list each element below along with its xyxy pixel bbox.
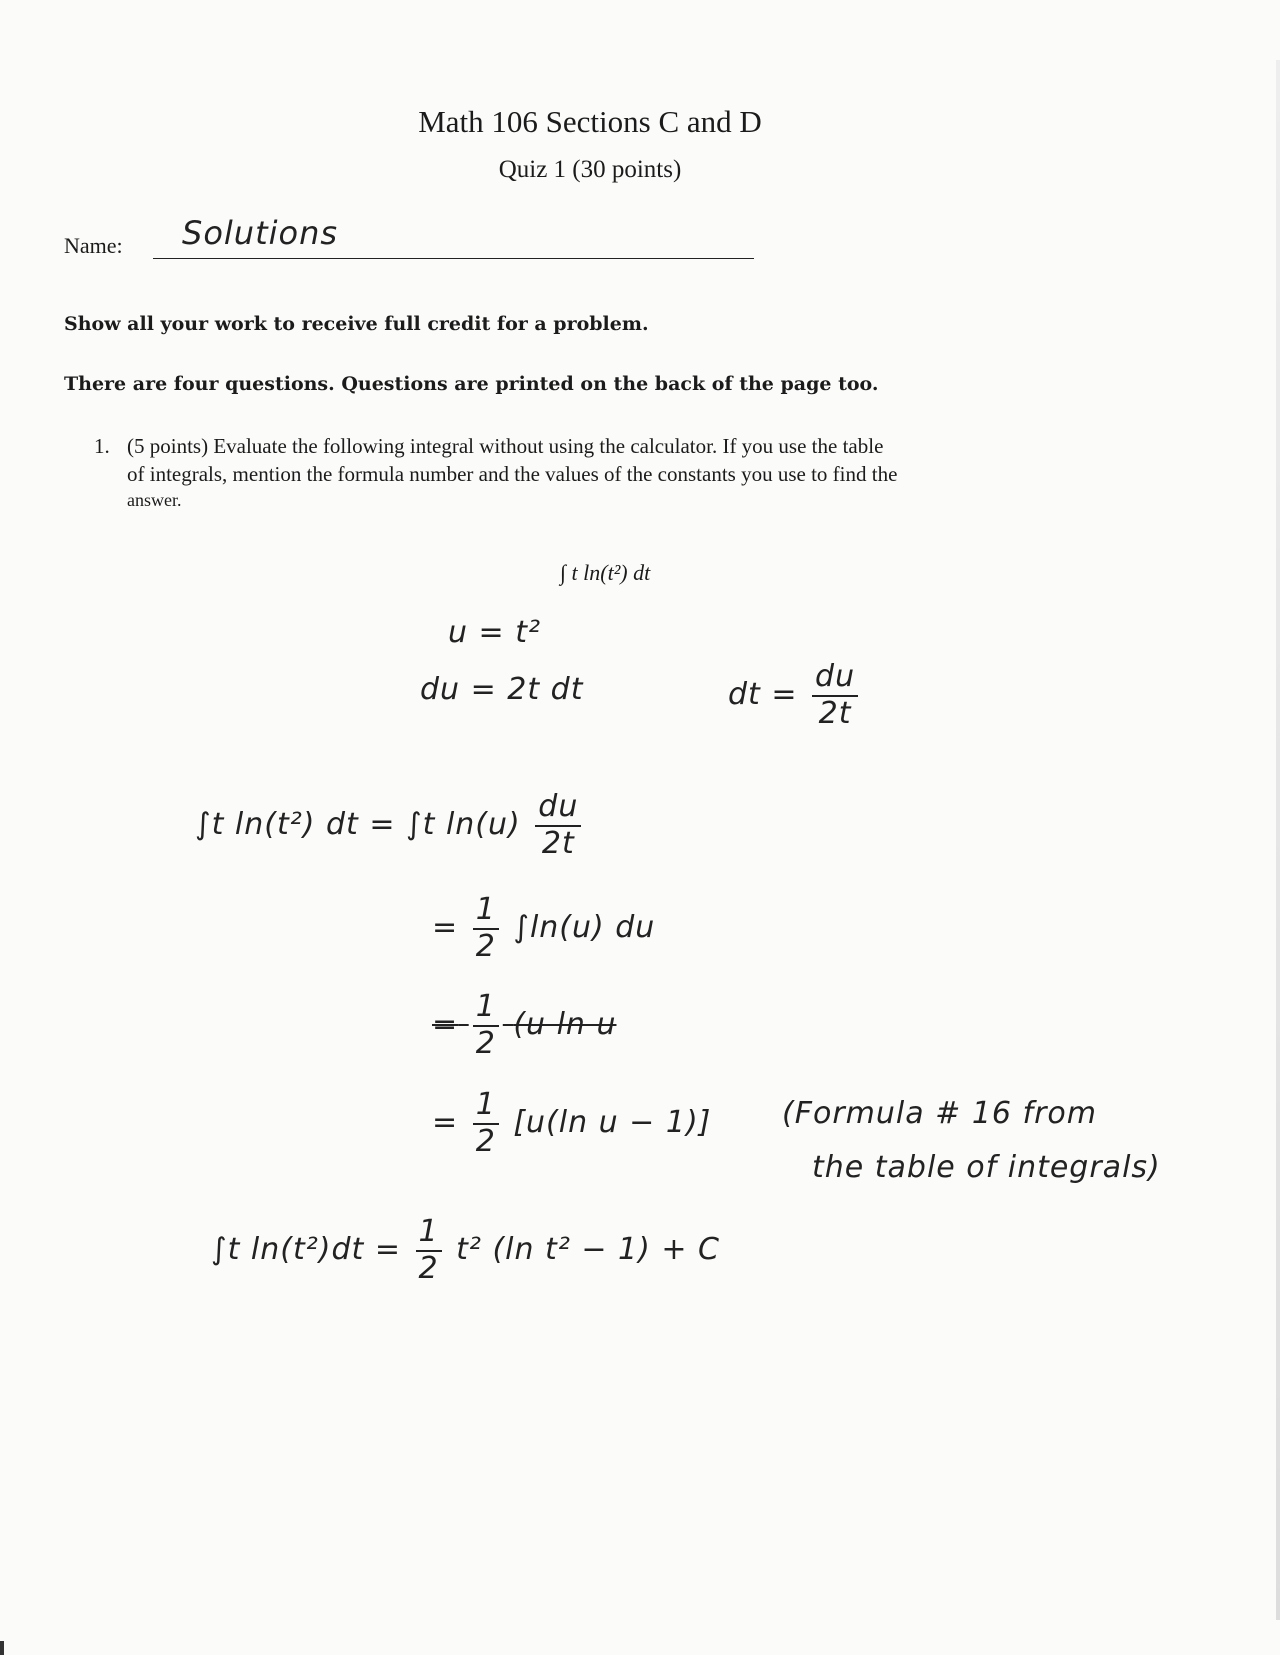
formula-note-2: the table of integrals) (812, 1150, 1161, 1185)
dt-fraction (812, 660, 858, 731)
substitution-u: u = t² (448, 615, 542, 650)
line1-fraction (535, 790, 581, 861)
equals: = (432, 1007, 459, 1042)
numerator: 1 (473, 990, 499, 1027)
denominator: 2 (475, 928, 496, 964)
denominator: 2 (418, 1250, 439, 1286)
formula-note-1: (Formula # 16 from (782, 1096, 1097, 1131)
half-fraction (473, 990, 499, 1061)
equals: = (432, 1105, 459, 1140)
denominator: 2 (475, 1123, 496, 1159)
final-left: ∫t ln(t²)dt = (211, 1232, 401, 1267)
solution-line-2 (432, 893, 655, 964)
final-answer (211, 1215, 720, 1286)
half-fraction (473, 1088, 499, 1159)
integral-expression: ∫ t ln(t²) dt (560, 560, 651, 585)
question-text-line: of integrals, mention the formula number and the values of the constants you use to find the (127, 462, 898, 486)
denominator: 2t (818, 695, 852, 731)
line1-left: ∫t ln(t²) dt = ∫t ln(u) (195, 807, 521, 842)
numerator: du (535, 790, 581, 827)
solution-line-4 (432, 1088, 711, 1159)
name-underline (153, 258, 754, 259)
solution-line-1 (195, 790, 585, 861)
numerator: du (812, 660, 858, 697)
numerator: 1 (416, 1215, 442, 1252)
question-text-line: (5 points) Evaluate the following integral without using the calculator. If you use the table (127, 434, 884, 458)
final-post: t² (ln t² − 1) + C (456, 1232, 720, 1267)
struck-text: (u ln u (513, 1007, 617, 1042)
denominator: 2 (475, 1025, 496, 1061)
numerator: 1 (473, 893, 499, 930)
quiz-title: Math 106 Sections C and D (418, 104, 762, 139)
half-fraction (473, 893, 499, 964)
numerator: 1 (473, 1088, 499, 1125)
line2-post: ∫ln(u) du (513, 910, 656, 945)
name-value: Solutions (182, 214, 339, 252)
question-number: 1. (94, 434, 110, 458)
equals: = (432, 910, 459, 945)
question-text-line: answer. (127, 490, 182, 510)
half-fraction (416, 1215, 442, 1286)
scan-mark (0, 1641, 4, 1655)
instruction-work: Show all your work to receive full credit for a problem. (64, 313, 649, 335)
substitution-du: du = 2t dt (420, 672, 584, 707)
struck-out-line (432, 990, 616, 1061)
dt-expression (728, 660, 862, 731)
dt-left: dt = (728, 677, 798, 712)
scan-edge (1276, 60, 1280, 1620)
quiz-subtitle: Quiz 1 (30 points) (498, 156, 682, 183)
instruction-questions: There are four questions. Questions are printed on the back of the page too. (64, 373, 879, 395)
name-label: Name: (64, 233, 123, 258)
denominator: 2t (541, 825, 575, 861)
line4-post: [u(ln u − 1)] (513, 1105, 712, 1140)
